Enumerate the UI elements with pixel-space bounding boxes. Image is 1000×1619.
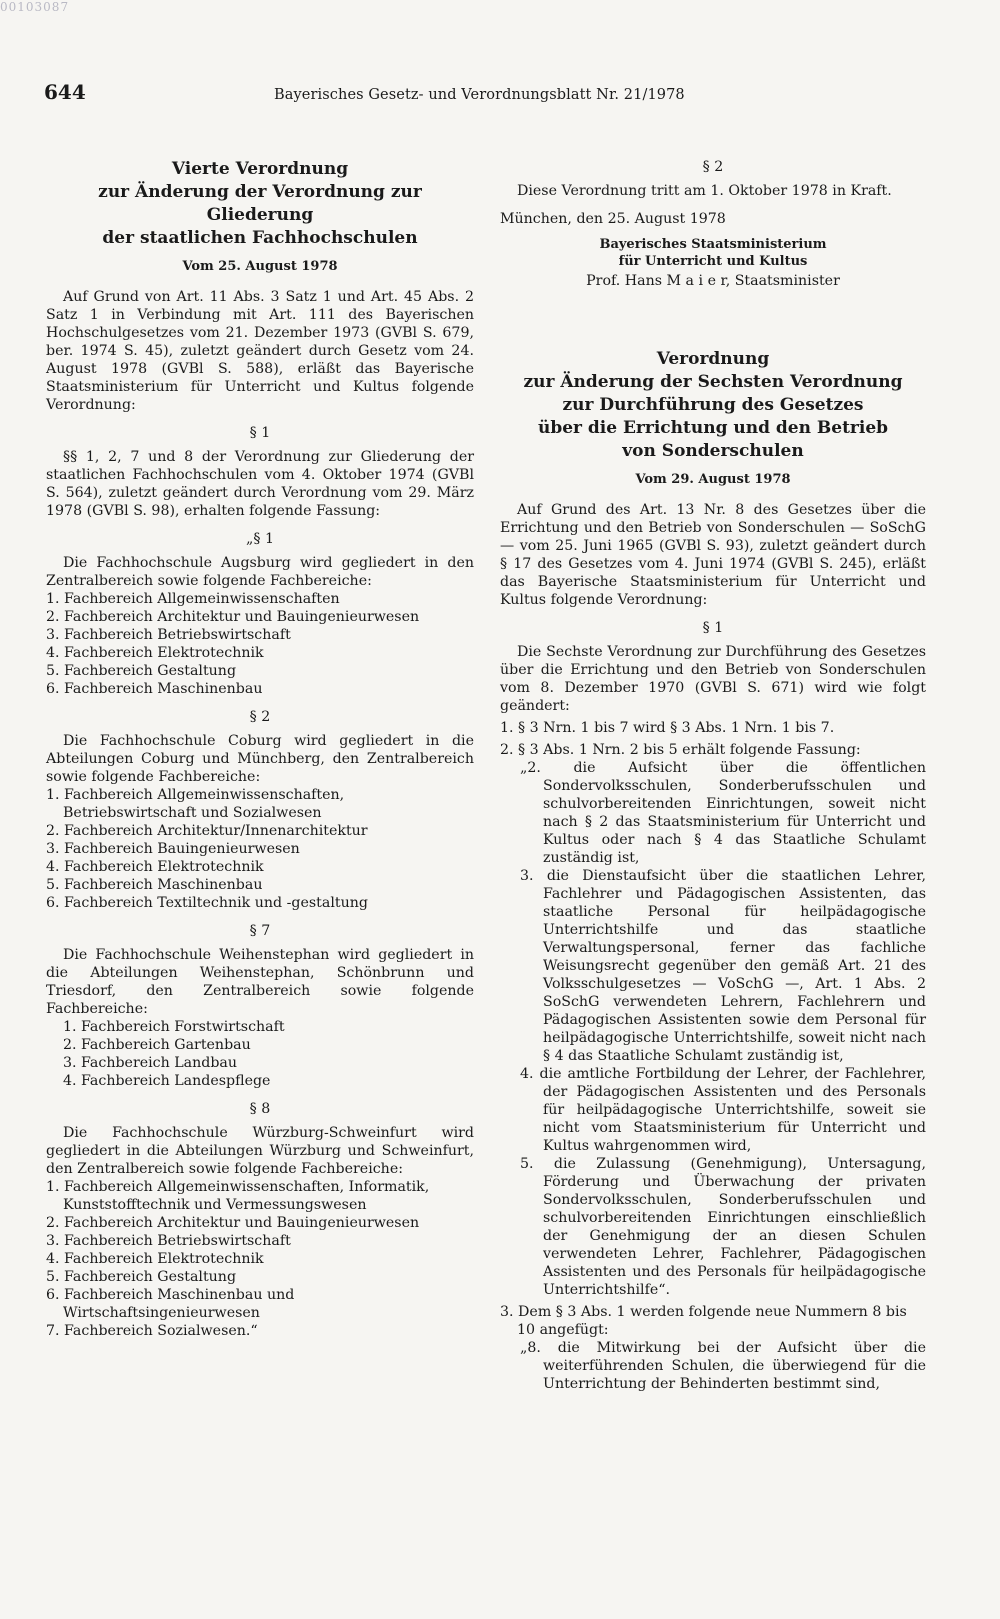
list-item: 1. Fachbereich Forstwirtschaft	[63, 1019, 285, 1035]
list-item: 3. die Dienstaufsicht über die staatlichen Lehrer, Fachlehrer und Pädagogischen Assistenten, das staatliche Personal für heilpädagogische Unterrichtshilfe und das staatliche Verwaltungspersonal, ferner das fachliche Weisungsrecht gegenüber den gemäß Art. 21 des Volksschulgesetzes — VoSchG —, Art. 1 Abs. 2 SoSchG verwendeten Lehrern, Fachlehrern und Pädagogischen Assistenten sowie dem Personal für heilpädagogische Unterrichtshilfe, soweit nicht nach § 4 das Staatliche Schulamt zuständig ist,	[520, 868, 926, 1064]
list-item: 1. Fachbereich Allgemeinwissenschaften, Informatik, Kunststofftechnik und Vermessungswesen	[46, 1179, 430, 1213]
right-title-line-1: Verordnung	[656, 349, 770, 369]
left-section-1-heading: § 1	[249, 425, 271, 441]
right-date: Vom 29. August 1978	[635, 472, 791, 487]
list-item: 1. Fachbereich Allgemeinwissenschaften, Betriebswirtschaft und Sozialwesen	[46, 787, 345, 821]
list-item: 6. Fachbereich Maschinenbau und Wirtschaftsingenieurwesen	[46, 1287, 295, 1321]
list-item: 4. Fachbereich Landespflege	[63, 1073, 271, 1089]
amendment-list-continued	[500, 1303, 926, 1339]
quoted-section-8-heading: § 8	[249, 1101, 271, 1117]
amendment-sublist-2	[520, 1339, 926, 1393]
list-item: „2. die Aufsicht über die öffentlichen Sondervolksschulen, Sonderberufsschulen und schulvorbereitenden Einrichtungen, soweit nicht nach § 2 das Staatsministerium für Unterricht und Kultus oder nach § 4 das Staatliche Schulamt zuständig ist,	[520, 760, 926, 866]
amendment-list	[500, 719, 926, 759]
right-title-line-3: zur Durchführung des Gesetzes	[562, 395, 864, 415]
list-item: 2. Fachbereich Architektur/Innenarchitektur	[46, 823, 368, 839]
list-item: 7. Fachbereich Sozialwesen.“	[46, 1323, 258, 1339]
amendment-sublist	[520, 759, 926, 1299]
list-item: 3. Fachbereich Bauingenieurwesen	[46, 841, 300, 857]
archive-stamp: 00103087	[0, 0, 70, 14]
quoted-section-1-text: Die Fachhochschule Augsburg wird gegliedert in den Zentralbereich sowie folgende Fachbereiche:	[46, 555, 474, 589]
page-number: 644	[44, 80, 86, 104]
right-section-1-text: Die Sechste Verordnung zur Durchführung des Gesetzes über die Errichtung und den Betrieb von Sonderschulen vom 8. Dezember 1970 (GVBl S. 671) wird wie folgt geändert:	[500, 644, 926, 714]
right-intro: Auf Grund des Art. 13 Nr. 8 des Gesetzes über die Errichtung und den Betrieb von Sonderschulen — SoSchG — vom 25. Juni 1965 (GVBl S. 93), zuletzt geändert durch § 17 des Gesetzes vom 4. Juni 1974 (GVBl S. 245), erläßt das Bayerische Staatsministerium für Unterricht und Kultus folgende Verordnung:	[500, 502, 926, 608]
signatory: Prof. Hans M a i e r, Staatsminister	[586, 273, 840, 289]
list-item: 4. die amtliche Fortbildung der Lehrer, der Fachlehrer, der Pädagogischen Assistenten und des Personals für heilpädagogische Unterrichtshilfe, soweit sie nicht vom Staatsministerium für Unterricht und Kultus wahrgenommen wird,	[520, 1066, 926, 1154]
list-item: 5. Fachbereich Gestaltung	[46, 663, 237, 679]
quoted-section-2-heading: § 2	[249, 709, 271, 725]
right-section-1-heading: § 1	[702, 620, 724, 636]
left-column	[46, 158, 474, 1340]
right-section-2-text: Diese Verordnung tritt am 1. Oktober 1978 in Kraft.	[517, 183, 892, 199]
right-title-line-2: zur Änderung der Sechsten Verordnung	[523, 372, 903, 392]
amendment-item-3: 3. Dem § 3 Abs. 1 werden folgende neue Nummern 8 bis 10 angefügt:	[500, 1304, 907, 1338]
quoted-section-8-list	[46, 1178, 474, 1340]
list-item: 1. Fachbereich Allgemeinwissenschaften	[46, 591, 340, 607]
left-title-line-3: der staatlichen Fachhochschulen	[102, 228, 418, 248]
left-date: Vom 25. August 1978	[182, 259, 338, 274]
right-section-2-heading: § 2	[702, 159, 724, 175]
list-item: „8. die Mitwirkung bei der Aufsicht über die weiterführenden Schulen, die überwiegend für die Unterrichtung der Behinderten bestimmt sind,	[520, 1340, 926, 1392]
quoted-section-8-text: Die Fachhochschule Würzburg-Schweinfurt wird gegliedert in die Abteilungen Würzburg und Schweinfurt, den Zentralbereich sowie folgende Fachbereiche:	[46, 1125, 474, 1177]
quoted-section-7-heading: § 7	[249, 923, 271, 939]
list-item: 5. Fachbereich Maschinenbau	[46, 877, 263, 893]
quoted-section-7-list	[46, 1018, 474, 1090]
right-title-line-5: von Sonderschulen	[622, 441, 804, 461]
right-title-line-4: über die Errichtung und den Betrieb	[537, 418, 889, 438]
quoted-section-2-list	[46, 786, 474, 912]
list-item: 5. die Zulassung (Genehmigung), Untersagung, Förderung und Überwachung der privaten Sondervolksschulen, Sonderberufsschulen und schulvorbereitenden Einrichtungen einschließlich der Genehmigung der an diesen Schulen verwendeten Lehrer, Fachlehrer, Pädagogischen Assistenten und des Personals für heilpädagogische Unterrichtshilfe“.	[520, 1156, 926, 1298]
right-column	[500, 158, 926, 1393]
list-item: 2. Fachbereich Architektur und Bauingenieurwesen	[46, 609, 420, 625]
list-item: 4. Fachbereich Elektrotechnik	[46, 859, 264, 875]
amendment-item-1: 1. § 3 Nrn. 1 bis 7 wird § 3 Abs. 1 Nrn. 1 bis 7.	[500, 720, 835, 736]
list-item: 6. Fachbereich Maschinenbau	[46, 681, 263, 697]
list-item: 6. Fachbereich Textiltechnik und -gestaltung	[46, 895, 368, 911]
quoted-section-1-list	[46, 590, 474, 698]
journal-title: Bayerisches Gesetz- und Verordnungsblatt Nr. 21/1978	[274, 87, 685, 103]
left-intro: Auf Grund von Art. 11 Abs. 3 Satz 1 und Art. 45 Abs. 2 Satz 1 in Verbindung mit Art. 111 des Bayerischen Hochschulgesetzes vom 21. Dezember 1973 (GVBl S. 679, ber. 1974 S. 45), zuletzt geändert durch Gesetz vom 24. August 1978 (GVBl S. 588), erläßt das Bayerische Staatsministerium für Unterricht und Kultus folgende Verordnung:	[46, 289, 474, 413]
list-item: 2. Fachbereich Architektur und Bauingenieurwesen	[46, 1215, 420, 1231]
left-title-line-1: Vierte Verordnung	[171, 159, 349, 179]
amendment-item-2: 2. § 3 Abs. 1 Nrn. 2 bis 5 erhält folgende Fassung:	[500, 742, 861, 758]
ministry-line-2: für Unterricht und Kultus	[618, 254, 808, 269]
page-header	[44, 80, 704, 116]
quoted-section-2-text: Die Fachhochschule Coburg wird gegliedert in die Abteilungen Coburg und Münchberg, den Zentralbereich sowie folgende Fachbereiche:	[46, 733, 474, 785]
place-date: München, den 25. August 1978	[500, 211, 726, 227]
list-item: 4. Fachbereich Elektrotechnik	[46, 645, 264, 661]
list-item: 3. Fachbereich Betriebswirtschaft	[46, 627, 291, 643]
left-section-1-text: §§ 1, 2, 7 und 8 der Verordnung zur Gliederung der staatlichen Fachhochschulen vom 4. Oktober 1974 (GVBl S. 564), zuletzt geändert durch Verordnung vom 29. März 1978 (GVBl S. 98), erhalten folgende Fassung:	[46, 449, 474, 519]
quoted-section-1-heading: „§ 1	[246, 531, 274, 547]
list-item: 2. Fachbereich Gartenbau	[63, 1037, 251, 1053]
left-title-line-2: zur Änderung der Verordnung zur Gliederung	[98, 182, 422, 225]
list-item: 4. Fachbereich Elektrotechnik	[46, 1251, 264, 1267]
list-item: 3. Fachbereich Betriebswirtschaft	[46, 1233, 291, 1249]
list-item: 3. Fachbereich Landbau	[63, 1055, 238, 1071]
list-item: 5. Fachbereich Gestaltung	[46, 1269, 237, 1285]
quoted-section-7-text: Die Fachhochschule Weihenstephan wird gegliedert in die Abteilungen Weihenstephan, Schönbrunn und Triesdorf, den Zentralbereich sowie folgende Fachbereiche:	[46, 947, 474, 1017]
ministry-line-1: Bayerisches Staatsministerium	[599, 237, 827, 252]
